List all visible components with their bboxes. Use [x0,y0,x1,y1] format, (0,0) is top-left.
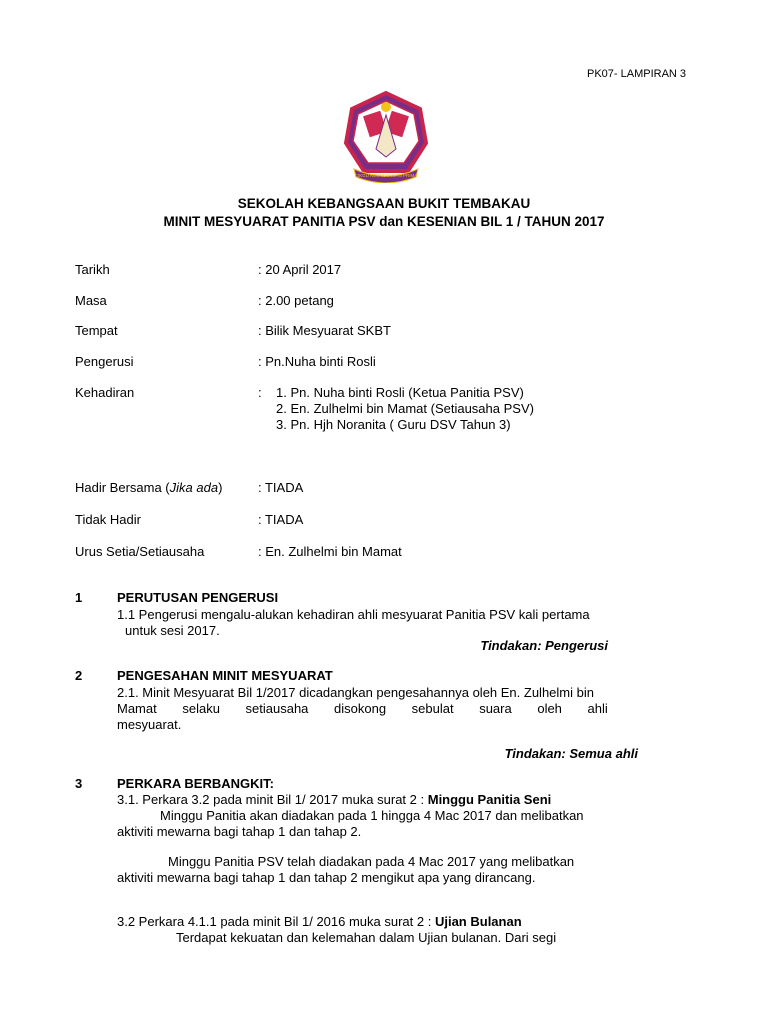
section-heading: PENGESAHAN MINIT MESYUARAT [117,668,333,683]
section-3-item-heading: 3.2 Perkara 4.1.1 pada minit Bil 1/ 2016 muka surat 2 : Ujian Bulanan [117,914,522,929]
kehadiran-label: Kehadiran [75,385,135,400]
section-2-item-line: 2.1. Minit Mesyuarat Bil 1/2017 dicadangkan pengesahannya oleh En. Zulhelmi bin [117,685,594,700]
section-3-item-heading: 3.1. Perkara 3.2 pada minit Bil 1/ 2017 muka surat 2 : Minggu Panitia Seni [117,792,552,807]
section-3-item-line: Terdapat kekuatan dan kelemahan dalam Ujian bulanan. Dari segi [176,930,557,945]
section-1-item-line: untuk sesi 2017. [125,623,220,638]
pengerusi-label: Pengerusi [75,354,134,369]
tidak-hadir-value: : TIADA [258,512,304,527]
tarikh-label: Tarikh [75,262,110,277]
section-1-item-line: 1.1 Pengerusi mengalu-alukan kehadiran ahli mesyuarat Panitia PSV kali pertama [117,607,590,622]
masa-label: Masa [75,293,107,308]
pengerusi-value: : Pn.Nuha binti Rosli [258,354,376,369]
document-title-line2: MINIT MESYUARAT PANITIA PSV dan KESENIAN BIL 1 / TAHUN 2017 [163,214,605,229]
section-3-item-line: Minggu Panitia PSV telah diadakan pada 4 Mac 2017 yang melibatkan [168,854,575,869]
tempat-value: : Bilik Mesyuarat SKBT [258,323,391,338]
section-number: 2 [75,668,83,683]
section-number: 3 [75,776,83,791]
section-heading: PERUTUSAN PENGERUSI [117,590,279,605]
urus-setia-label: Urus Setia/Setiausaha [75,544,205,559]
urus-setia-value: : En. Zulhelmi bin Mamat [258,544,402,559]
section-1-action: Tindakan: Pengerusi [480,638,608,653]
masa-value: : 2.00 petang [258,293,334,308]
section-3-item-line: aktiviti mewarna bagi tahap 1 dan tahap 2 mengikut apa yang dirancang. [117,870,536,885]
hadir-bersama-label: Hadir Bersama (Jika ada) [75,480,223,495]
tempat-label: Tempat [75,323,118,338]
document-reference-code: PK07- LAMPIRAN 3 [587,68,687,80]
hadir-bersama-value: : TIADA [258,480,304,495]
section-number: 1 [75,590,83,605]
tidak-hadir-label: Tidak Hadir [75,512,141,527]
section-3-item-line: Minggu Panitia akan diadakan pada 1 hingga 4 Mac 2017 dan melibatkan [160,808,584,823]
attendee-item: 2. En. Zulhelmi bin Mamat (Setiausaha PSV) [276,401,534,416]
section-heading: PERKARA BERBANGKIT: [117,776,274,791]
kehadiran-colon: : [258,385,262,400]
section-2-action: Tindakan: Semua ahli [504,746,638,761]
attendee-item: 3. Pn. Hjh Noranita ( Guru DSV Tahun 3) [276,417,511,432]
section-3-item-line: aktiviti mewarna bagi tahap 1 dan tahap 2. [117,824,362,839]
section-2-item-line: Mamat selaku setiausaha disokong sebulat suara oleh ahli [117,701,608,716]
tarikh-value: : 20 April 2017 [258,262,342,277]
school-crest-logo [344,91,428,183]
document-title-line1: SEKOLAH KEBANGSAAN BUKIT TEMBAKAU [237,196,531,211]
attendee-item: 1. Pn. Nuha binti Rosli (Ketua Panitia PSV) [276,385,524,400]
logo-motto-text: CIKGU KEUNGGULAN PRIMA [354,173,418,178]
section-2-item-line: mesyuarat. [117,717,182,732]
